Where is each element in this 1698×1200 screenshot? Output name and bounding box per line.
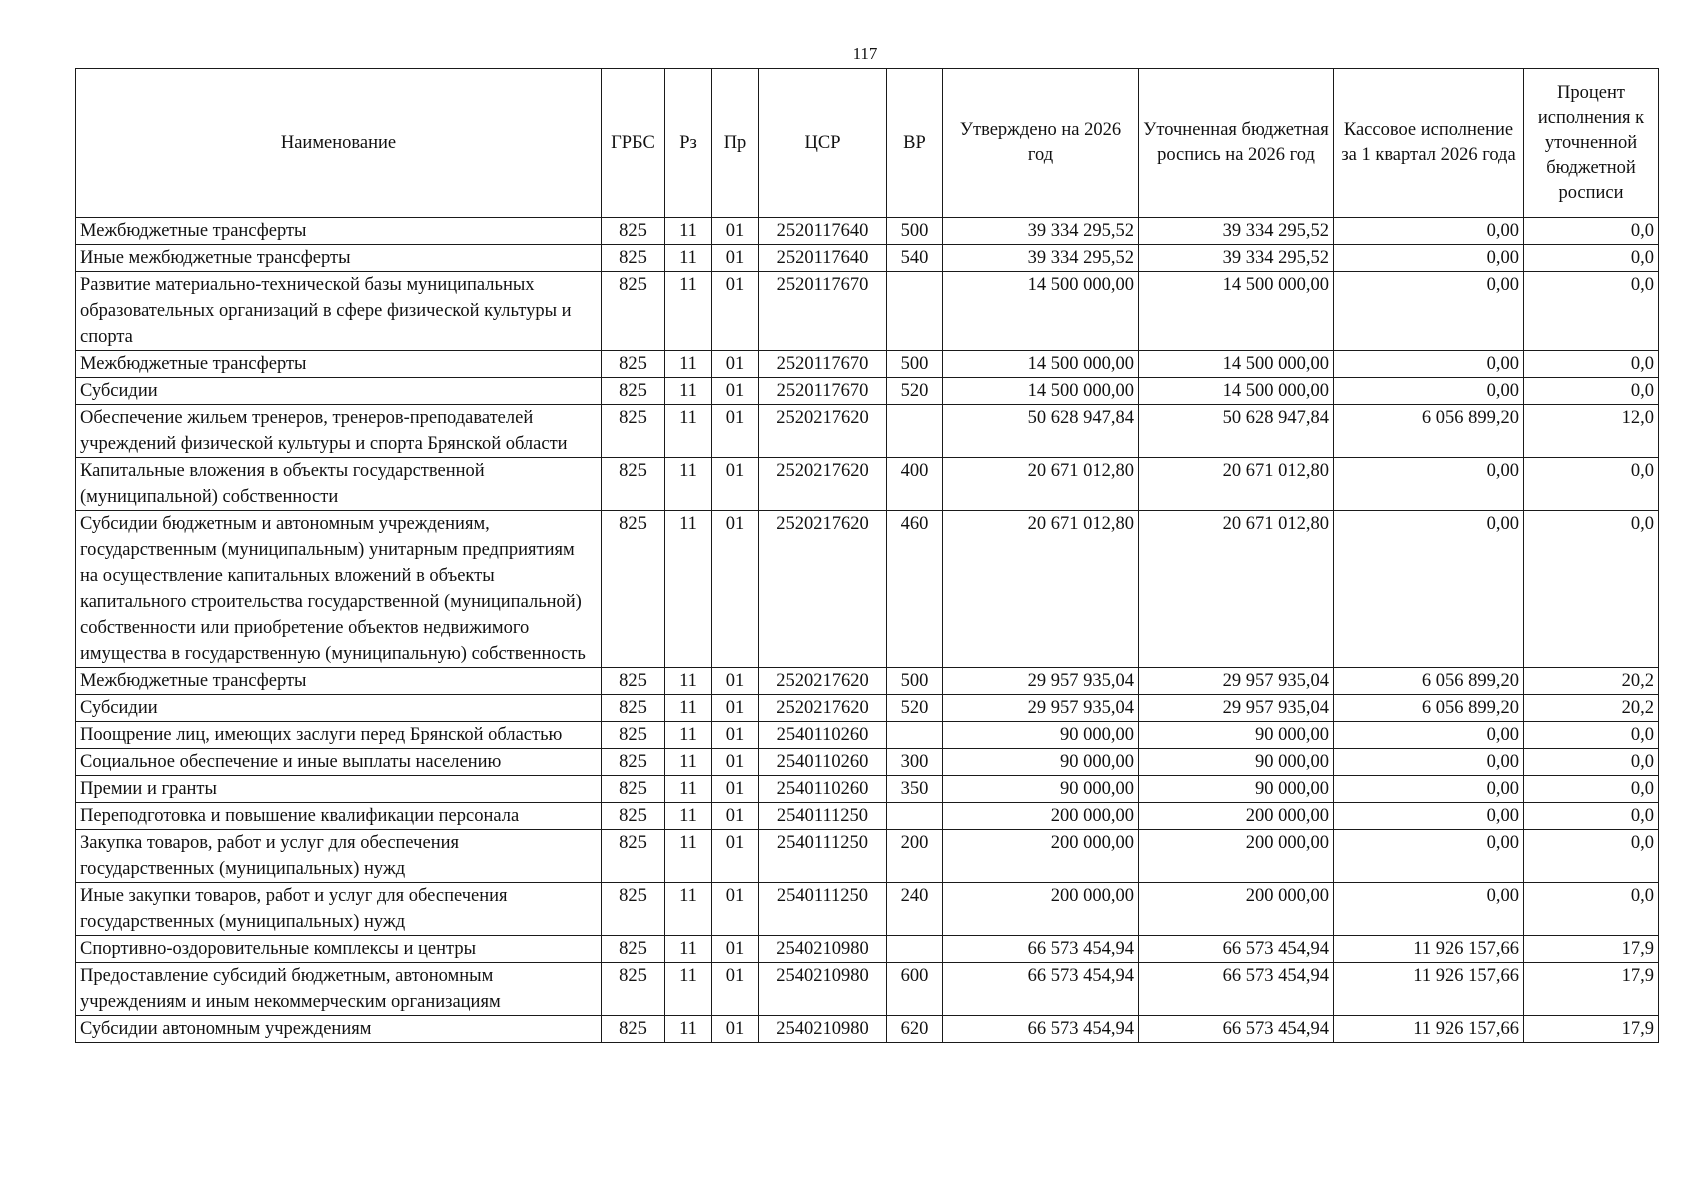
cell-pr: 01: [712, 830, 759, 883]
cell-approved: 90 000,00: [943, 749, 1139, 776]
table-row: [76, 830, 1659, 883]
cell-cash: 6 056 899,20: [1334, 668, 1524, 695]
table-row: [76, 695, 1659, 722]
cell-refined: 14 500 000,00: [1139, 351, 1334, 378]
budget-table: [75, 68, 1659, 1043]
cell-pr: 01: [712, 936, 759, 963]
cell-grbs: 825: [602, 776, 665, 803]
cell-rz: 11: [665, 803, 712, 830]
header-approved: Утверждено на 2026 год: [943, 69, 1139, 218]
header-grbs: ГРБС: [602, 69, 665, 218]
page-number: 117: [852, 44, 878, 63]
cell-pr: 01: [712, 458, 759, 511]
table-row: [76, 511, 1659, 668]
cell-cash: 0,00: [1334, 722, 1524, 749]
cell-percent: 0,0: [1524, 722, 1659, 749]
cell-grbs: 825: [602, 245, 665, 272]
cell-csr: 2520217620: [759, 405, 887, 458]
cell-rz: 11: [665, 963, 712, 1016]
cell-grbs: 825: [602, 883, 665, 936]
cell-approved: 39 334 295,52: [943, 218, 1139, 245]
cell-name: Обеспечение жильем тренеров, тренеров-преподавателей учреждений физической культуры и спорта Брянской области: [76, 405, 602, 458]
cell-name: Иные закупки товаров, работ и услуг для обеспечения государственных (муниципальных) нужд: [76, 883, 602, 936]
cell-percent: 0,0: [1524, 749, 1659, 776]
cell-rz: 11: [665, 936, 712, 963]
cell-percent: 12,0: [1524, 405, 1659, 458]
cell-cash: 0,00: [1334, 511, 1524, 668]
cell-csr: 2520117670: [759, 378, 887, 405]
cell-cash: 11 926 157,66: [1334, 936, 1524, 963]
cell-csr: 2540110260: [759, 722, 887, 749]
cell-approved: 20 671 012,80: [943, 511, 1139, 668]
cell-cash: 0,00: [1334, 883, 1524, 936]
cell-approved: 14 500 000,00: [943, 272, 1139, 351]
cell-cash: 0,00: [1334, 351, 1524, 378]
cell-csr: 2520217620: [759, 668, 887, 695]
cell-grbs: 825: [602, 695, 665, 722]
cell-approved: 29 957 935,04: [943, 695, 1139, 722]
cell-vr: [887, 803, 943, 830]
cell-refined: 90 000,00: [1139, 749, 1334, 776]
cell-percent: 0,0: [1524, 776, 1659, 803]
cell-grbs: 825: [602, 378, 665, 405]
header-vr: ВР: [887, 69, 943, 218]
cell-name: Поощрение лиц, имеющих заслуги перед Брянской областью: [76, 722, 602, 749]
cell-refined: 29 957 935,04: [1139, 668, 1334, 695]
cell-pr: 01: [712, 1016, 759, 1043]
cell-name: Премии и гранты: [76, 776, 602, 803]
cell-vr: [887, 405, 943, 458]
cell-rz: 11: [665, 218, 712, 245]
cell-refined: 66 573 454,94: [1139, 1016, 1334, 1043]
cell-rz: 11: [665, 1016, 712, 1043]
cell-refined: 200 000,00: [1139, 830, 1334, 883]
cell-refined: 50 628 947,84: [1139, 405, 1334, 458]
cell-name: Субсидии: [76, 695, 602, 722]
cell-vr: 200: [887, 830, 943, 883]
cell-name: Переподготовка и повышение квалификации персонала: [76, 803, 602, 830]
cell-percent: 20,2: [1524, 668, 1659, 695]
cell-approved: 66 573 454,94: [943, 936, 1139, 963]
cell-csr: 2540110260: [759, 776, 887, 803]
cell-grbs: 825: [602, 963, 665, 1016]
cell-pr: 01: [712, 963, 759, 1016]
cell-approved: 200 000,00: [943, 830, 1139, 883]
table-row: [76, 936, 1659, 963]
cell-approved: 20 671 012,80: [943, 458, 1139, 511]
cell-grbs: 825: [602, 511, 665, 668]
cell-csr: 2540110260: [759, 749, 887, 776]
cell-percent: 0,0: [1524, 803, 1659, 830]
cell-cash: 11 926 157,66: [1334, 963, 1524, 1016]
cell-pr: 01: [712, 245, 759, 272]
cell-name: Субсидии автономным учреждениям: [76, 1016, 602, 1043]
table-body: [76, 218, 1659, 1043]
cell-pr: 01: [712, 218, 759, 245]
cell-grbs: 825: [602, 936, 665, 963]
cell-vr: 600: [887, 963, 943, 1016]
cell-approved: 200 000,00: [943, 803, 1139, 830]
cell-csr: 2540111250: [759, 803, 887, 830]
cell-approved: 14 500 000,00: [943, 351, 1139, 378]
cell-name: Капитальные вложения в объекты государственной (муниципальной) собственности: [76, 458, 602, 511]
cell-percent: 0,0: [1524, 883, 1659, 936]
cell-grbs: 825: [602, 803, 665, 830]
cell-percent: 0,0: [1524, 378, 1659, 405]
cell-refined: 14 500 000,00: [1139, 272, 1334, 351]
cell-refined: 66 573 454,94: [1139, 936, 1334, 963]
cell-refined: 39 334 295,52: [1139, 245, 1334, 272]
table-row: [76, 272, 1659, 351]
cell-pr: 01: [712, 272, 759, 351]
cell-name: Развитие материально-технической базы муниципальных образовательных организаций в сфере физической культуры и спорта: [76, 272, 602, 351]
cell-vr: 540: [887, 245, 943, 272]
cell-cash: 0,00: [1334, 272, 1524, 351]
cell-name: Межбюджетные трансферты: [76, 218, 602, 245]
cell-percent: 0,0: [1524, 458, 1659, 511]
cell-rz: 11: [665, 776, 712, 803]
cell-approved: 90 000,00: [943, 776, 1139, 803]
cell-name: Социальное обеспечение и иные выплаты населению: [76, 749, 602, 776]
cell-percent: 17,9: [1524, 1016, 1659, 1043]
cell-approved: 66 573 454,94: [943, 963, 1139, 1016]
cell-rz: 11: [665, 351, 712, 378]
table-row: [76, 963, 1659, 1016]
cell-cash: 11 926 157,66: [1334, 1016, 1524, 1043]
header-csr: ЦСР: [759, 69, 887, 218]
cell-grbs: 825: [602, 722, 665, 749]
cell-grbs: 825: [602, 668, 665, 695]
cell-grbs: 825: [602, 830, 665, 883]
cell-vr: 400: [887, 458, 943, 511]
cell-refined: 66 573 454,94: [1139, 963, 1334, 1016]
cell-approved: 200 000,00: [943, 883, 1139, 936]
cell-csr: 2540210980: [759, 936, 887, 963]
cell-name: Субсидии бюджетным и автономным учреждениям, государственным (муниципальным) унитарным предприятиям на осуществление капитальных вложений в объекты капитального строительства государственной (муниципальной) собственности или приобретение объектов недвижимого имущества в государственную (муниципальную) собственность: [76, 511, 602, 668]
cell-pr: 01: [712, 803, 759, 830]
cell-rz: 11: [665, 378, 712, 405]
cell-name: Субсидии: [76, 378, 602, 405]
cell-pr: 01: [712, 405, 759, 458]
cell-pr: 01: [712, 749, 759, 776]
cell-name: Предоставление субсидий бюджетным, автономным учреждениям и иным некоммерческим организациям: [76, 963, 602, 1016]
cell-rz: 11: [665, 272, 712, 351]
cell-cash: 0,00: [1334, 749, 1524, 776]
cell-rz: 11: [665, 668, 712, 695]
table-row: [76, 1016, 1659, 1043]
cell-csr: 2540111250: [759, 883, 887, 936]
cell-csr: 2520217620: [759, 511, 887, 668]
cell-refined: 200 000,00: [1139, 803, 1334, 830]
cell-vr: 520: [887, 695, 943, 722]
cell-grbs: 825: [602, 458, 665, 511]
header-pr: Пр: [712, 69, 759, 218]
cell-pr: 01: [712, 722, 759, 749]
cell-approved: 90 000,00: [943, 722, 1139, 749]
cell-approved: 29 957 935,04: [943, 668, 1139, 695]
table-header-row: [76, 69, 1659, 218]
cell-refined: 39 334 295,52: [1139, 218, 1334, 245]
cell-vr: 500: [887, 218, 943, 245]
cell-vr: [887, 722, 943, 749]
cell-cash: 0,00: [1334, 830, 1524, 883]
cell-rz: 11: [665, 245, 712, 272]
header-cash: Кассовое исполнение за 1 квартал 2026 года: [1334, 69, 1524, 218]
cell-rz: 11: [665, 405, 712, 458]
cell-refined: 200 000,00: [1139, 883, 1334, 936]
cell-rz: 11: [665, 695, 712, 722]
cell-rz: 11: [665, 511, 712, 668]
cell-percent: 0,0: [1524, 272, 1659, 351]
cell-name: Закупка товаров, работ и услуг для обеспечения государственных (муниципальных) нужд: [76, 830, 602, 883]
table-row: [76, 803, 1659, 830]
cell-pr: 01: [712, 883, 759, 936]
cell-vr: 500: [887, 668, 943, 695]
cell-refined: 14 500 000,00: [1139, 378, 1334, 405]
table-row: [76, 722, 1659, 749]
cell-percent: 0,0: [1524, 218, 1659, 245]
cell-refined: 90 000,00: [1139, 722, 1334, 749]
cell-percent: 17,9: [1524, 963, 1659, 1016]
cell-csr: 2520217620: [759, 458, 887, 511]
cell-vr: 350: [887, 776, 943, 803]
cell-csr: 2540210980: [759, 963, 887, 1016]
cell-csr: 2520117640: [759, 245, 887, 272]
cell-approved: 66 573 454,94: [943, 1016, 1139, 1043]
cell-refined: 29 957 935,04: [1139, 695, 1334, 722]
table-row: [76, 351, 1659, 378]
cell-grbs: 825: [602, 272, 665, 351]
cell-rz: 11: [665, 458, 712, 511]
cell-name: Спортивно-оздоровительные комплексы и центры: [76, 936, 602, 963]
table-row: [76, 405, 1659, 458]
cell-rz: 11: [665, 883, 712, 936]
cell-pr: 01: [712, 511, 759, 668]
cell-approved: 39 334 295,52: [943, 245, 1139, 272]
table-row: [76, 668, 1659, 695]
cell-csr: 2520117670: [759, 351, 887, 378]
cell-pr: 01: [712, 378, 759, 405]
cell-cash: 0,00: [1334, 218, 1524, 245]
cell-percent: 20,2: [1524, 695, 1659, 722]
cell-csr: 2540111250: [759, 830, 887, 883]
cell-pr: 01: [712, 351, 759, 378]
cell-vr: 240: [887, 883, 943, 936]
cell-pr: 01: [712, 695, 759, 722]
cell-cash: 0,00: [1334, 458, 1524, 511]
cell-cash: 6 056 899,20: [1334, 695, 1524, 722]
table-row: [76, 883, 1659, 936]
cell-grbs: 825: [602, 1016, 665, 1043]
cell-grbs: 825: [602, 405, 665, 458]
cell-approved: 50 628 947,84: [943, 405, 1139, 458]
cell-csr: 2520217620: [759, 695, 887, 722]
cell-grbs: 825: [602, 218, 665, 245]
cell-refined: 20 671 012,80: [1139, 458, 1334, 511]
cell-vr: 300: [887, 749, 943, 776]
cell-vr: 460: [887, 511, 943, 668]
header-refined: Уточненная бюджетная роспись на 2026 год: [1139, 69, 1334, 218]
header-percent: Процент исполнения к уточненной бюджетной росписи: [1524, 69, 1659, 218]
table-row: [76, 378, 1659, 405]
cell-vr: [887, 272, 943, 351]
cell-vr: [887, 936, 943, 963]
table-row: [76, 776, 1659, 803]
cell-name: Межбюджетные трансферты: [76, 351, 602, 378]
table-row: [76, 749, 1659, 776]
cell-vr: 520: [887, 378, 943, 405]
cell-percent: 0,0: [1524, 511, 1659, 668]
cell-cash: 0,00: [1334, 803, 1524, 830]
cell-grbs: 825: [602, 351, 665, 378]
cell-csr: 2540210980: [759, 1016, 887, 1043]
cell-refined: 90 000,00: [1139, 776, 1334, 803]
cell-cash: 0,00: [1334, 776, 1524, 803]
cell-rz: 11: [665, 749, 712, 776]
cell-name: Межбюджетные трансферты: [76, 668, 602, 695]
cell-cash: 6 056 899,20: [1334, 405, 1524, 458]
cell-percent: 0,0: [1524, 351, 1659, 378]
cell-grbs: 825: [602, 749, 665, 776]
cell-pr: 01: [712, 668, 759, 695]
cell-percent: 0,0: [1524, 245, 1659, 272]
cell-pr: 01: [712, 776, 759, 803]
cell-vr: 500: [887, 351, 943, 378]
cell-approved: 14 500 000,00: [943, 378, 1139, 405]
cell-rz: 11: [665, 722, 712, 749]
table-row: [76, 218, 1659, 245]
cell-percent: 0,0: [1524, 830, 1659, 883]
cell-cash: 0,00: [1334, 378, 1524, 405]
cell-name: Иные межбюджетные трансферты: [76, 245, 602, 272]
cell-csr: 2520117640: [759, 218, 887, 245]
cell-rz: 11: [665, 830, 712, 883]
cell-refined: 20 671 012,80: [1139, 511, 1334, 668]
table-row: [76, 458, 1659, 511]
table-row: [76, 245, 1659, 272]
cell-csr: 2520117670: [759, 272, 887, 351]
cell-percent: 17,9: [1524, 936, 1659, 963]
cell-vr: 620: [887, 1016, 943, 1043]
header-name: Наименование: [76, 69, 602, 218]
header-rz: Рз: [665, 69, 712, 218]
cell-cash: 0,00: [1334, 245, 1524, 272]
